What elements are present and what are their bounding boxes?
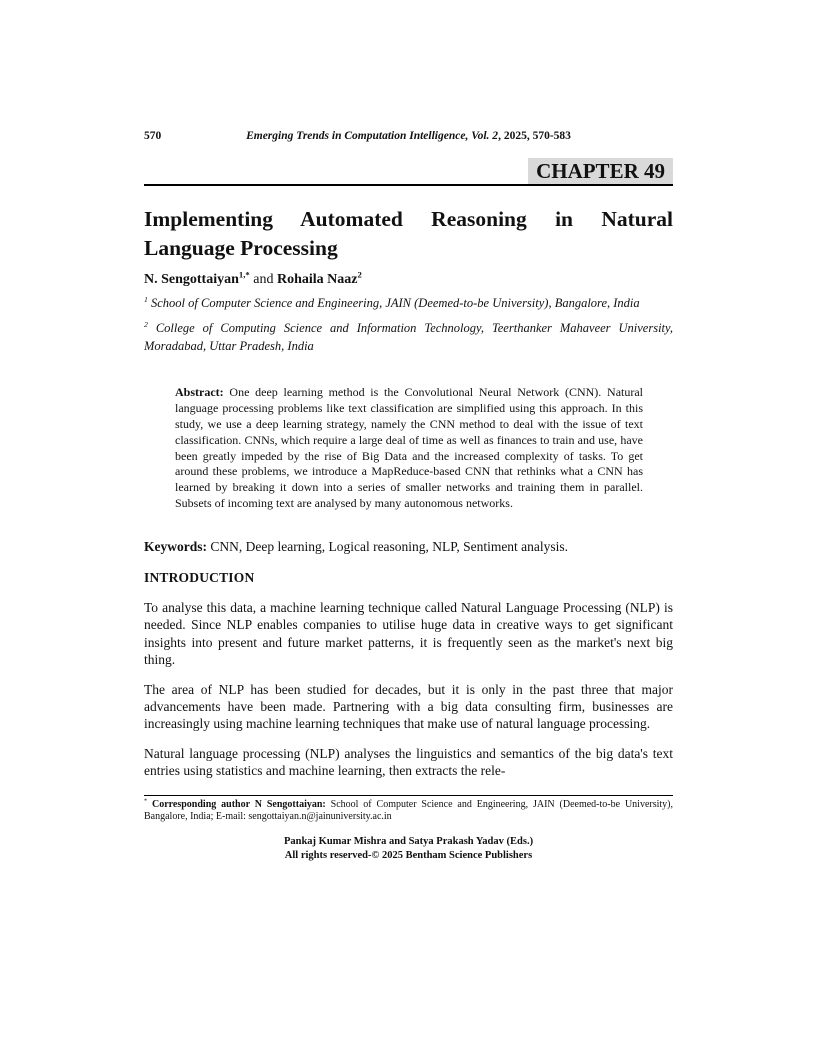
author-1 xyxy=(144,269,250,288)
footnote-bold-text: Corresponding author N Sengottaiyan: xyxy=(151,798,326,810)
authors-separator: and xyxy=(249,272,277,288)
keywords-label: Keywords: xyxy=(144,539,207,555)
abstract-text: One deep learning method is the Convolutional Neural Network (CNN). Natural language processing problems like text classification are simplified using this approach. In this study, we use a deep learning strategy, namely the CNN method to deal with the issue of text classification. CNNs, which require a large deal of time as well as finances to train and use, have been greatly impeded by the rise of Big Data and the increased complexity of tasks. To get around these problems, we introduce a MapReduce-based CNN that rethinks what a CNN has learned by breaking it down into a series of smaller networks and training them in parallel. Subsets of incoming text are analysed by many autonomous networks. xyxy=(175,384,644,511)
author-2-affiliation-marker: 2 xyxy=(357,269,362,280)
affiliation-2-marker: 2 xyxy=(144,320,148,330)
section-heading-introduction: INTRODUCTION xyxy=(144,570,255,586)
affiliation-1-marker: 1 xyxy=(144,295,148,305)
author-1-name: N. Sengottaiyan xyxy=(144,272,239,288)
body-paragraph-1: To analyse this data, a machine learning technique called Natural Language Processing (NLP) is needed. Since NLP enables companies to utilise huge data in creative ways to get significant insights into present and future market patterns, it is frequently seen as the market's next big thing. xyxy=(144,600,673,667)
author-line xyxy=(144,269,673,288)
footnote-divider xyxy=(144,795,673,796)
body-paragraph-3: Natural language processing (NLP) analyses the linguistics and semantics of the big data's text entries using statistics and machine learning, then extracts the rele- xyxy=(144,746,673,779)
keywords-line xyxy=(144,539,673,555)
article-title: Implementing Automated Reasoning in Natural Language Processing xyxy=(144,207,673,261)
journal-pages: , 2025, 570-583 xyxy=(498,130,571,142)
chapter-banner xyxy=(144,158,673,186)
abstract-paragraph xyxy=(175,385,643,513)
footnote-marker: * xyxy=(144,797,148,805)
running-head xyxy=(144,130,673,145)
keywords-text: CNN, Deep learning, Logical reasoning, NLP, Sentiment analysis. xyxy=(210,539,569,555)
author-1-affiliation-marker: 1,* xyxy=(238,269,250,280)
rights-line: All rights reserved-© 2025 Bentham Science Publishers xyxy=(284,850,533,862)
journal-reference xyxy=(246,130,571,142)
publisher-footer xyxy=(144,835,673,863)
footnote-text: School of Computer Science and Engineering, JAIN (Deemed-to-be University), Bangalore, India; E-mail: sengottaiyan.n@jainuniversity.ac.in xyxy=(144,798,673,823)
corresponding-author-footnote xyxy=(144,799,673,825)
affiliation-2-text: College of Computing Science and Information Technology, Teerthanker Mahaveer University, Moradabad, Uttar Pradesh, India xyxy=(144,321,673,353)
chapter-label: CHAPTER 49 xyxy=(528,158,673,184)
affiliation-2 xyxy=(144,320,673,356)
abstract-label: Abstract: xyxy=(175,384,224,399)
page-number: 570 xyxy=(144,130,162,142)
body-paragraph-2: The area of NLP has been studied for decades, but it is only in the past three that major advancements have been made. Partnering with a big data consulting firm, businesses are increasingly using machine learning techniques that make use of natural language processing. xyxy=(144,681,673,732)
journal-title: Emerging Trends in Computation Intelligence, Vol. 2 xyxy=(246,130,499,142)
affiliation-1 xyxy=(144,295,673,313)
author-2-name: Rohaila Naaz xyxy=(276,272,358,288)
author-2 xyxy=(276,269,362,288)
editors-line: Pankaj Kumar Mishra and Satya Prakash Yadav (Eds.) xyxy=(283,836,534,848)
affiliation-1-text: School of Computer Science and Engineering, JAIN (Deemed-to-be University), Bangalore, India xyxy=(151,296,640,311)
